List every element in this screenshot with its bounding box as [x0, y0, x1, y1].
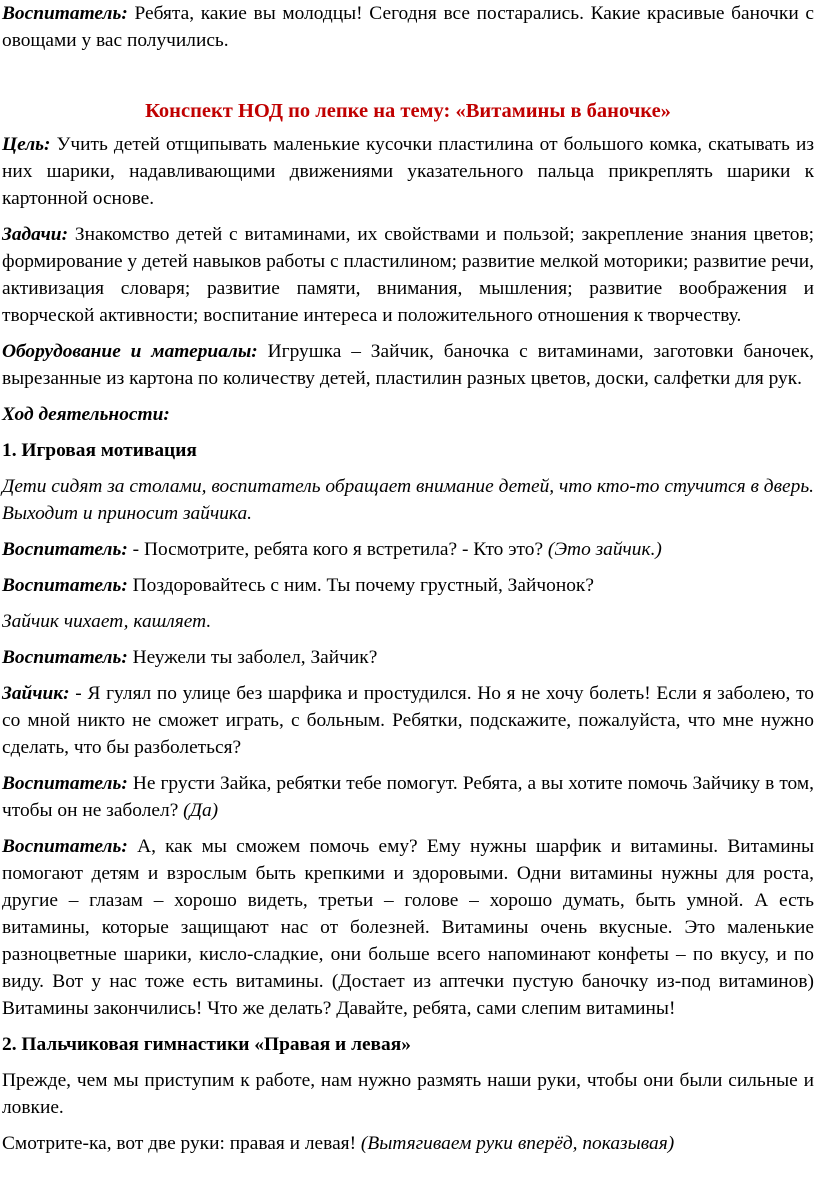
dialogue-text: Не грусти Зайка, ребятки тебе помогут. Ребята, а вы хотите помочь Зайчику в том, чтобы он не заболел?	[2, 773, 814, 821]
stage-direction-1: Дети сидят за столами, воспитатель обращает внимание детей, что кто-то стучится в дверь. Выходит и приносит зайчика.	[2, 476, 814, 524]
equipment-label: Оборудование и материалы:	[2, 341, 258, 362]
progress-heading: Ход деятельности:	[2, 404, 170, 425]
tasks-paragraph	[2, 221, 814, 329]
hands-paragraph	[2, 1130, 814, 1157]
speaker-label: Воспитатель:	[2, 773, 128, 794]
dialogue-note: (Да)	[183, 800, 219, 821]
goal-text: Учить детей отщипывать маленькие кусочки пластилина от большого комка, скатывать из них шарики, надавливающими движениями указательного пальца прикреплять шарики к картонной основе.	[2, 134, 814, 209]
speaker-label: Воспитатель:	[2, 647, 128, 668]
section-heading-2: 2. Пальчиковая гимнастики «Правая и левая»	[2, 1034, 411, 1055]
tasks-text: Знакомство детей с витаминами, их свойствами и пользой; закрепление знания цветов; формирование у детей навыков работы с пластилином; развитие мелкой моторики; развитие речи, активизация словаря; развитие памяти, внимания, мышления; развитие воображения и творческой активности; воспитание интереса и положительного отношения к творчеству.	[2, 224, 814, 326]
tasks-label: Задачи:	[2, 224, 69, 245]
dialogue-line-1	[2, 536, 814, 563]
hands-note: (Вытягиваем руки вперёд, показывая)	[360, 1133, 675, 1154]
speaker-label: Воспитатель:	[2, 575, 128, 596]
dialogue-line-6	[2, 833, 814, 1022]
intro-paragraph	[2, 0, 814, 54]
hands-text: Смотрите-ка, вот две руки: правая и левая!	[2, 1133, 361, 1154]
stage-direction-2: Зайчик чихает, кашляет.	[2, 611, 212, 632]
dialogue-line-2	[2, 572, 814, 599]
speaker-label: Воспитатель:	[2, 539, 128, 560]
equipment-text: Игрушка – Зайчик, баночка с витаминами, заготовки баночек, вырезанные из картона по количеству детей, пластилин разных цветов, доски, салфетки для рук.	[2, 341, 815, 389]
speaker-label: Воспитатель:	[2, 3, 128, 24]
dialogue-text: Поздоровайтесь с ним. Ты почему грустный, Зайчонок?	[127, 575, 594, 596]
dialogue-text: - Я гулял по улице без шарфика и простудился. Но я не хочу болеть! Если я заболею, то со мной никто не сможет играть, с больным. Ребятки, подскажите, пожалуйста, что мне нужно сделать, что бы разболеться?	[2, 683, 814, 758]
goal-label: Цель:	[2, 134, 51, 155]
document-title: Конспект НОД по лепке на тему: «Витамины в баночке»	[145, 100, 671, 122]
speaker-label: Зайчик:	[2, 683, 70, 704]
warmup-paragraph: Прежде, чем мы приступим к работе, нам нужно размять наши руки, чтобы они были сильные и ловкие.	[2, 1070, 814, 1118]
paragraph-text: Ребята, какие вы молодцы! Сегодня все постарались. Какие красивые баночки с овощами у вас получились.	[2, 3, 814, 51]
equipment-paragraph	[2, 338, 814, 392]
dialogue-note: (Это зайчик.)	[547, 539, 662, 560]
section-heading-1: 1. Игровая мотивация	[2, 440, 197, 461]
speaker-label: Воспитатель:	[2, 836, 128, 857]
dialogue-text: - Посмотрите, ребята кого я встретила? - Кто это?	[127, 539, 548, 560]
dialogue-line-4	[2, 680, 814, 761]
dialogue-text: Неужели ты заболел, Зайчик?	[127, 647, 378, 668]
dialogue-line-3	[2, 644, 814, 671]
dialogue-line-5	[2, 770, 814, 824]
dialogue-text: А, как мы сможем помочь ему? Ему нужны шарфик и витамины. Витамины помогают детям и взрослым быть крепкими и здоровыми. Одни витамины нужны для роста, другие – глазам – хорошо видеть, третьи – голове – хорошо думать, быть умной. А есть витамины, которые защищают нас от болезней. Витамины очень вкусные. Это маленькие разноцветные шарики, кисло-сладкие, они больше всего напоминают конфеты – по вкусу, и по виду. Вот у нас тоже есть витамины. (Достает из аптечки пустую баночку из-под витаминов) Витамины закончились! Что же делать? Давайте, ребята, сами слепим витамины!	[2, 836, 814, 1019]
goal-paragraph	[2, 131, 814, 212]
